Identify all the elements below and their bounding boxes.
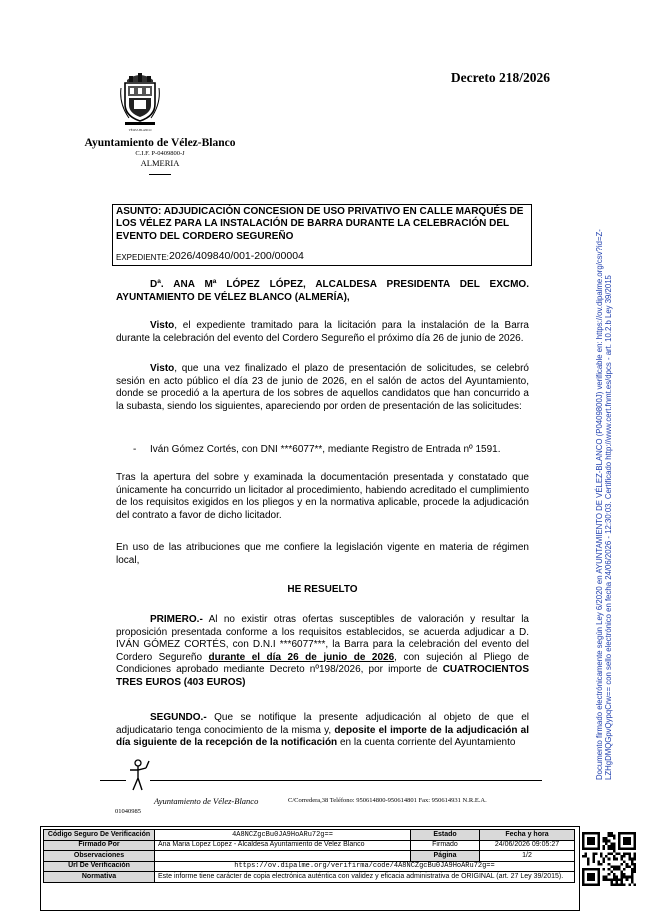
city-underline — [149, 174, 171, 175]
powers-paragraph: En uso de las atribuciones que me confiere la legislación vigente en materia de régimen local, — [116, 542, 529, 566]
regulation-label: Normativa — [44, 872, 155, 883]
footer-address: C/Corredera,38 Teléfono: 950614800-950614801 Fax: 950614931 N.R.E.A. — [288, 797, 487, 804]
regulation-value: Este informe tiene carácter de copia electrónica auténtica con validez y eficacia administrativa de ORIGINAL (art. 27 Ley 39/2015). — [155, 872, 575, 883]
verification-label: Código Seguro De Verificación — [44, 830, 155, 841]
bullet-dash: - — [133, 444, 137, 455]
table-row — [44, 840, 575, 851]
expediente-label: EXPEDIENTE: — [116, 253, 169, 262]
bidder-entry: Iván Gómez Cortés, con DNI ***6077**, mediante Registro de Entrada nº 1591. — [150, 444, 501, 455]
primero-paragraph: PRIMERO.- Al no existir otras ofertas susceptibles de valoración y resultar la proposición presentada conforme a los requisitos establecidos, se acuerda adjudicar a D. IVÁN GÓMEZ CORTÉS, con D.N.I ***6077***, la Barra para la celebración del evento del Cordero Segureño durante el día 26 de junio de 2026, con sujeción al Pliego de Condiciones aprobado mediante Decreto nº198/2026, por importe de CUATROCIENTOS TRES EUROS (403 EUROS) — [116, 614, 530, 688]
town-hall-name: Ayuntamiento de Vélez-Blanco — [84, 137, 236, 149]
table-row — [44, 851, 575, 862]
verification-url[interactable]: https://ov.dipalme.org/verifirma/code/4A8NCZgcBu0JA9HoARu72g== — [155, 861, 575, 872]
datetime-value: 24/06/2026 09:05:27 — [480, 840, 575, 851]
verification-code: 4A8NCZgcBu0JA9HoARu72g== — [155, 830, 411, 841]
qr-code-icon[interactable] — [582, 832, 636, 886]
signature-note-line-1: Documento firmado electrónicamente según Ley 6/2020 en AYUNTAMIENTO DE VÉLEZ-BLANCO (P0409800J) verificable en: https://ov.dipalme.org/csv?id=Z- — [595, 229, 604, 780]
footer-figure-icon — [126, 758, 152, 792]
signed-by-value: Ana Maria Lopez Lopez - Alcaldesa Ayuntamiento de Velez Blanco — [155, 840, 411, 851]
table-row — [44, 830, 575, 841]
cif-number: C.I.F. P-0409800-J — [135, 150, 185, 157]
opening-paragraph: Tras la apertura del sobre y examinada la documentación presentada y constatado que únicamente ha concurrido un licitador al procedimiento, habiendo acreditado el cumplimiento de los requisitos exigidos en los pliegos y en la normativa aplicable, procede la adjudicación del contrato a favor de dicho licitador. — [116, 472, 529, 521]
status-value: Firmado — [411, 840, 480, 851]
url-label: Url De Verificación — [44, 861, 155, 872]
page-label: Página — [411, 851, 480, 862]
footer-code: 01040985 — [115, 808, 141, 815]
expediente-number: 2026/409840/001-200/00004 — [169, 250, 304, 262]
footer-rule-left — [100, 780, 126, 781]
observations-value — [155, 851, 411, 862]
signature-note-line-2: LZHgDMQGpvQypqCrw== con sello electrónico en fecha 24/06/2026 - 12:30:03. Certificado http://www.cert.fnmt.es/dpcs - art. 10.2.b Ley 39/2015 — [604, 275, 613, 780]
status-header: Estado — [411, 830, 480, 841]
observations-label: Observaciones — [44, 851, 155, 862]
segundo-paragraph: SEGUNDO.- Que se notifique la presente adjudicación al objeto de que el adjudicatario tenga conocimiento de la misma y, deposite el importe de la adjudicación al día siguiente de la recepción de la notificación en la cuenta corriente del Ayuntamiento — [116, 712, 529, 748]
crest-banner-text: VÉLEZ-BLANCO — [128, 128, 152, 132]
electronic-signature-note — [595, 120, 613, 780]
decree-heading: Dª. ANA Mª LÓPEZ LÓPEZ, ALCALDESA PRESIDENTA DEL EXCMO. AYUNTAMIENTO DE VÉLEZ BLANCO (ALMERÍA), — [116, 279, 529, 303]
city-name: ALMERIA — [140, 158, 180, 168]
table-row — [44, 872, 575, 883]
municipal-crest-icon — [119, 68, 161, 126]
subject-text: ASUNTO: ADJUDICACIÓN CONCESION DE USO PRIVATIVO EN CALLE MARQUÉS DE LOS VÉLEZ PARA LA INSTALACIÓN DE BARRA DURANTE LA CELEBRACIÓN DEL EVENTO DEL CORDERO SEGUREÑO — [116, 206, 524, 242]
resolution-heading: HE RESUELTO — [287, 584, 358, 595]
signed-by-label: Firmado Por — [44, 840, 155, 851]
visto-paragraph-2: Visto, que una vez finalizado el plazo de presentación de solicitudes, se celebró sesión en acto público el día 23 de junio de 2026, en el salón de actos del Ayuntamiento, donde se procedió a la apertura de los sobres de aquellos candidatos que han concurrido a la subasta, siendo los siguientes, apareciendo por orden de presentación de las solicitudes: — [116, 363, 529, 412]
footer-rule-right — [150, 780, 542, 781]
verification-table — [43, 829, 575, 883]
visto-paragraph-1: Visto, el expediente tramitado para la licitación para la instalación de la Barra durante la celebración del evento del Cordero Segureño el próximo día 26 de junio de 2026. — [116, 320, 529, 344]
decree-title: Decreto 218/2026 — [450, 70, 550, 85]
table-row — [44, 861, 575, 872]
footer-town-name: Ayuntamiento de Vélez-Blanco — [154, 796, 259, 806]
page-value: 1/2 — [480, 851, 575, 862]
datetime-header: Fecha y hora — [480, 830, 575, 841]
